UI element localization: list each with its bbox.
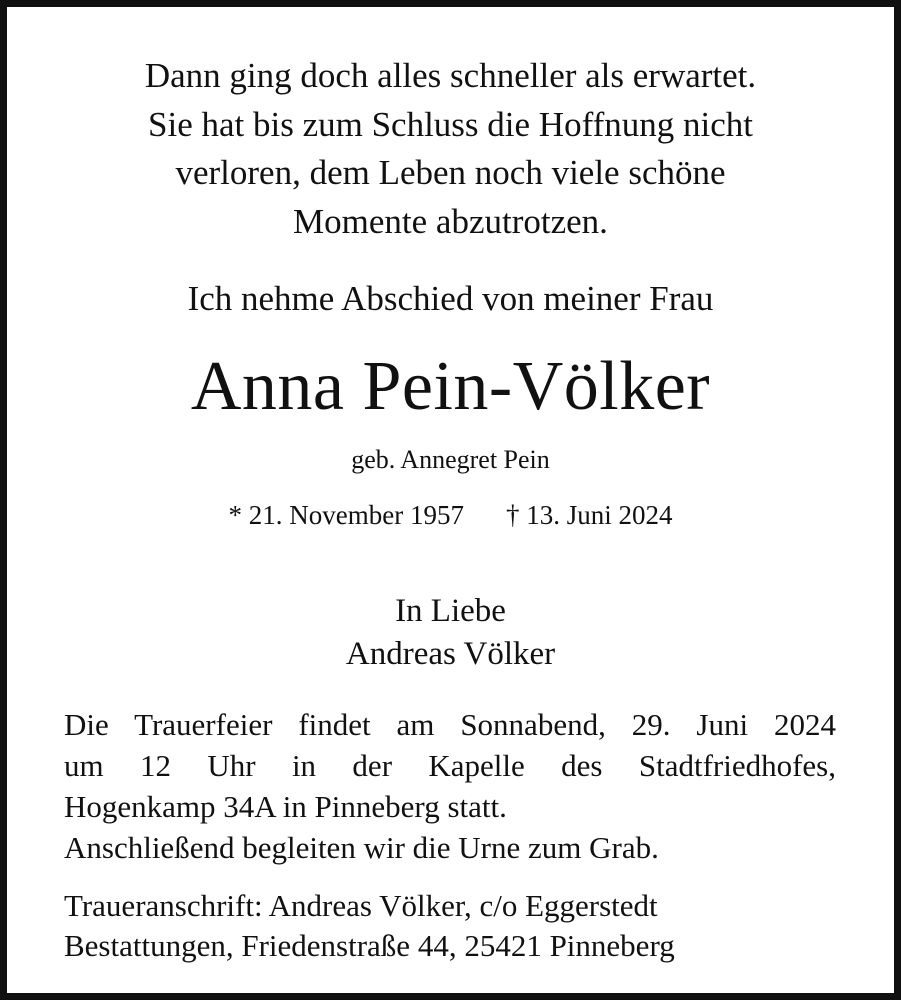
death-date: † 13. Juni 2024 (505, 500, 673, 530)
funeral-line: um 12 Uhr in der Kapelle des Stadtfriedhofes, (64, 748, 836, 783)
funeral-line: Hogenkamp 34A in Pinneberg statt. (64, 789, 507, 824)
farewell-line: Ich nehme Abschied von meiner Frau (187, 279, 714, 318)
life-dates (40, 495, 861, 535)
funeral-line: Die Trauerfeier findet am Sonnabend, 29. Juni 2024 (64, 707, 836, 742)
signer-name: Andreas Völker (345, 636, 556, 672)
signoff (40, 590, 861, 676)
intro-text (40, 52, 861, 246)
address-line: Traueranschrift: Andreas Völker, c/o Eggerstedt (64, 888, 658, 923)
maiden-name: geb. Annegret Pein (351, 445, 550, 474)
funeral-details (64, 704, 836, 868)
funeral-line: Anschließend begleiten wir die Urne zum Grab. (64, 830, 659, 865)
intro-line: verloren, dem Leben noch viele schöne (175, 153, 726, 192)
intro-line: Sie hat bis zum Schluss die Hoffnung nicht (148, 104, 753, 144)
signoff-phrase: In Liebe (395, 593, 506, 629)
mourning-address (64, 886, 836, 966)
birth-date: * 21. November 1957 (228, 500, 464, 530)
intro-line: Momente abzutrotzen. (293, 201, 608, 241)
address-line: Bestattungen, Friedenstraße 44, 25421 Pinneberg (64, 928, 675, 963)
deceased-name: Anna Pein-Völker (190, 348, 711, 425)
intro-line: Dann ging doch alles schneller als erwartet. (144, 56, 757, 95)
